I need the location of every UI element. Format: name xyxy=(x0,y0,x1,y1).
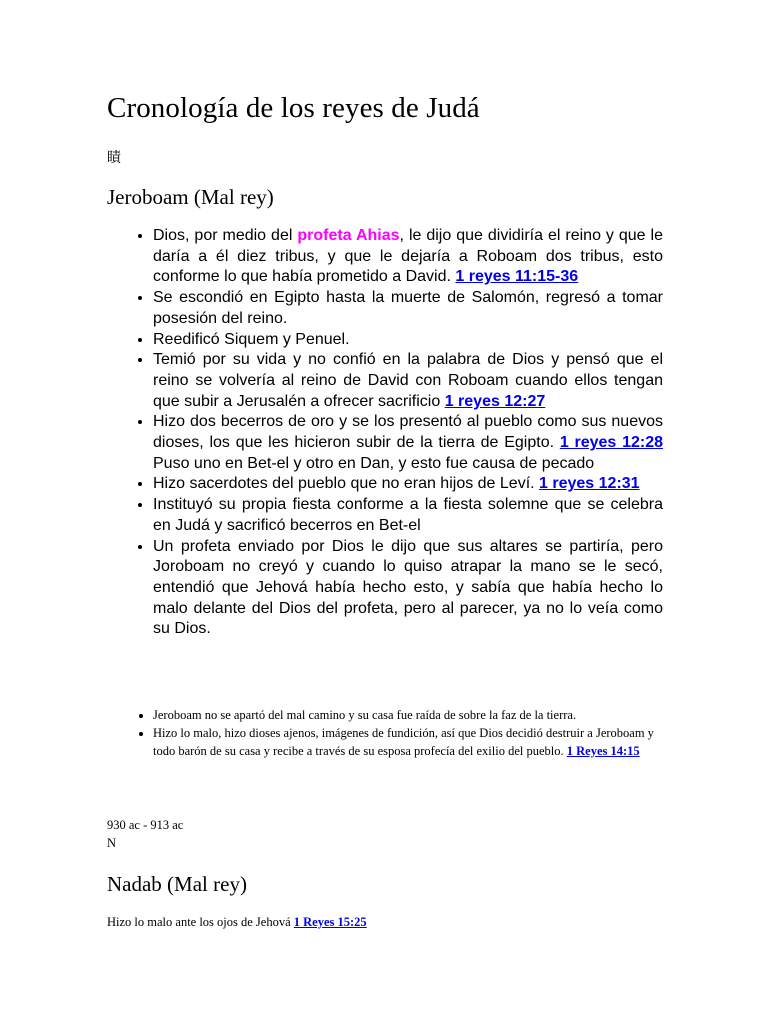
list-item xyxy=(153,537,663,641)
bible-ref-link[interactable]: 1 reyes 12:27 xyxy=(444,392,546,410)
item-text: Jeroboam no se apartó del mal camino y su casa fue raída de sobre la faz de la tierra. xyxy=(153,708,577,722)
list-item xyxy=(153,350,663,412)
list-item xyxy=(153,495,663,536)
list-item xyxy=(153,474,663,495)
reign-dates xyxy=(107,816,183,852)
stray-glyph: 瞔 xyxy=(107,151,121,166)
list-item xyxy=(153,330,663,351)
section-heading-jeroboam: Jeroboam (Mal rey) xyxy=(107,185,274,209)
item-text-continued: , le dijo que dividiría el reino y que le daría a él diez tribus, y que le dejaría a Roboam dos tribus, esto conforme lo que había prometido a David. xyxy=(153,227,663,286)
item-text: Un profeta enviado por Dios le dijo que sus altares se partiría, pero Joroboam no creyó y cuando lo quiso atrapar la mano se le secó, entendió que Jehová había hecho esto, y sabía que había hecho lo malo delante del Dios del profeta, pero al parecer, ya no lo veía como su Dios. xyxy=(153,537,663,638)
jeroboam-facts-list xyxy=(107,226,663,640)
bible-ref-link[interactable]: 1 Reyes 14:15 xyxy=(566,744,640,758)
nadab-text: Hizo lo malo ante los ojos de Jehová xyxy=(107,915,294,929)
section-heading-nadab: Nadab (Mal rey) xyxy=(107,872,247,896)
item-text: Reedificó Siquem y Penuel. xyxy=(153,330,350,348)
item-text: Hizo dos becerros de oro y se los presentó al pueblo como sus nuevos dioses, los que les hicieron subir de la tierra de Egipto. xyxy=(153,413,663,452)
list-item xyxy=(153,706,663,724)
list-item xyxy=(153,724,663,760)
item-text: Temió por su vida y no confió en la palabra de Dios y pensó que el reino se volvería al reino de David con Roboam cuando ellos tengan que subir a Jerusalén a ofrecer sacrificio xyxy=(153,351,663,410)
bible-ref-link[interactable]: 1 Reyes 15:25 xyxy=(293,915,367,929)
bible-ref-link[interactable]: 1 reyes 12:28 xyxy=(559,434,664,452)
nadab-description xyxy=(107,913,367,931)
reign-dates-text: 930 ac - 913 ac xyxy=(107,818,184,832)
item-text: Instituyó su propia fiesta conforme a la fiesta solemne que se celebra en Judá y sacrificó becerros en Bet-el xyxy=(153,496,663,534)
item-text: Se escondió en Egipto hasta la muerte de Salomón, regresó a tomar posesión del reino. xyxy=(153,289,663,327)
list-item xyxy=(153,288,663,329)
jeroboam-summary-list xyxy=(107,706,663,760)
highlight-text: profeta Ahias xyxy=(297,227,400,244)
item-text-after: Puso uno en Bet-el y otro en Dan, y esto fue causa de pecado xyxy=(153,454,595,472)
bible-ref-link[interactable]: 1 reyes 12:31 xyxy=(539,475,640,493)
reign-dates-letter: N xyxy=(107,836,117,850)
bible-ref-link[interactable]: 1 reyes 11:15-36 xyxy=(455,268,579,286)
list-item xyxy=(153,412,663,474)
list-item xyxy=(153,226,663,288)
item-text: Dios, por medio del xyxy=(153,227,298,244)
item-text: Hizo sacerdotes del pueblo que no eran hijos de Leví. xyxy=(153,475,540,493)
page-title: Cronología de los reyes de Judá xyxy=(107,92,480,124)
item-text: Hizo lo malo, hizo dioses ajenos, imágenes de fundición, así que Dios decidió destruir a Jeroboam y todo barón de su casa y recibe a través de su esposa profecía del exilio del pueblo. xyxy=(153,726,654,758)
